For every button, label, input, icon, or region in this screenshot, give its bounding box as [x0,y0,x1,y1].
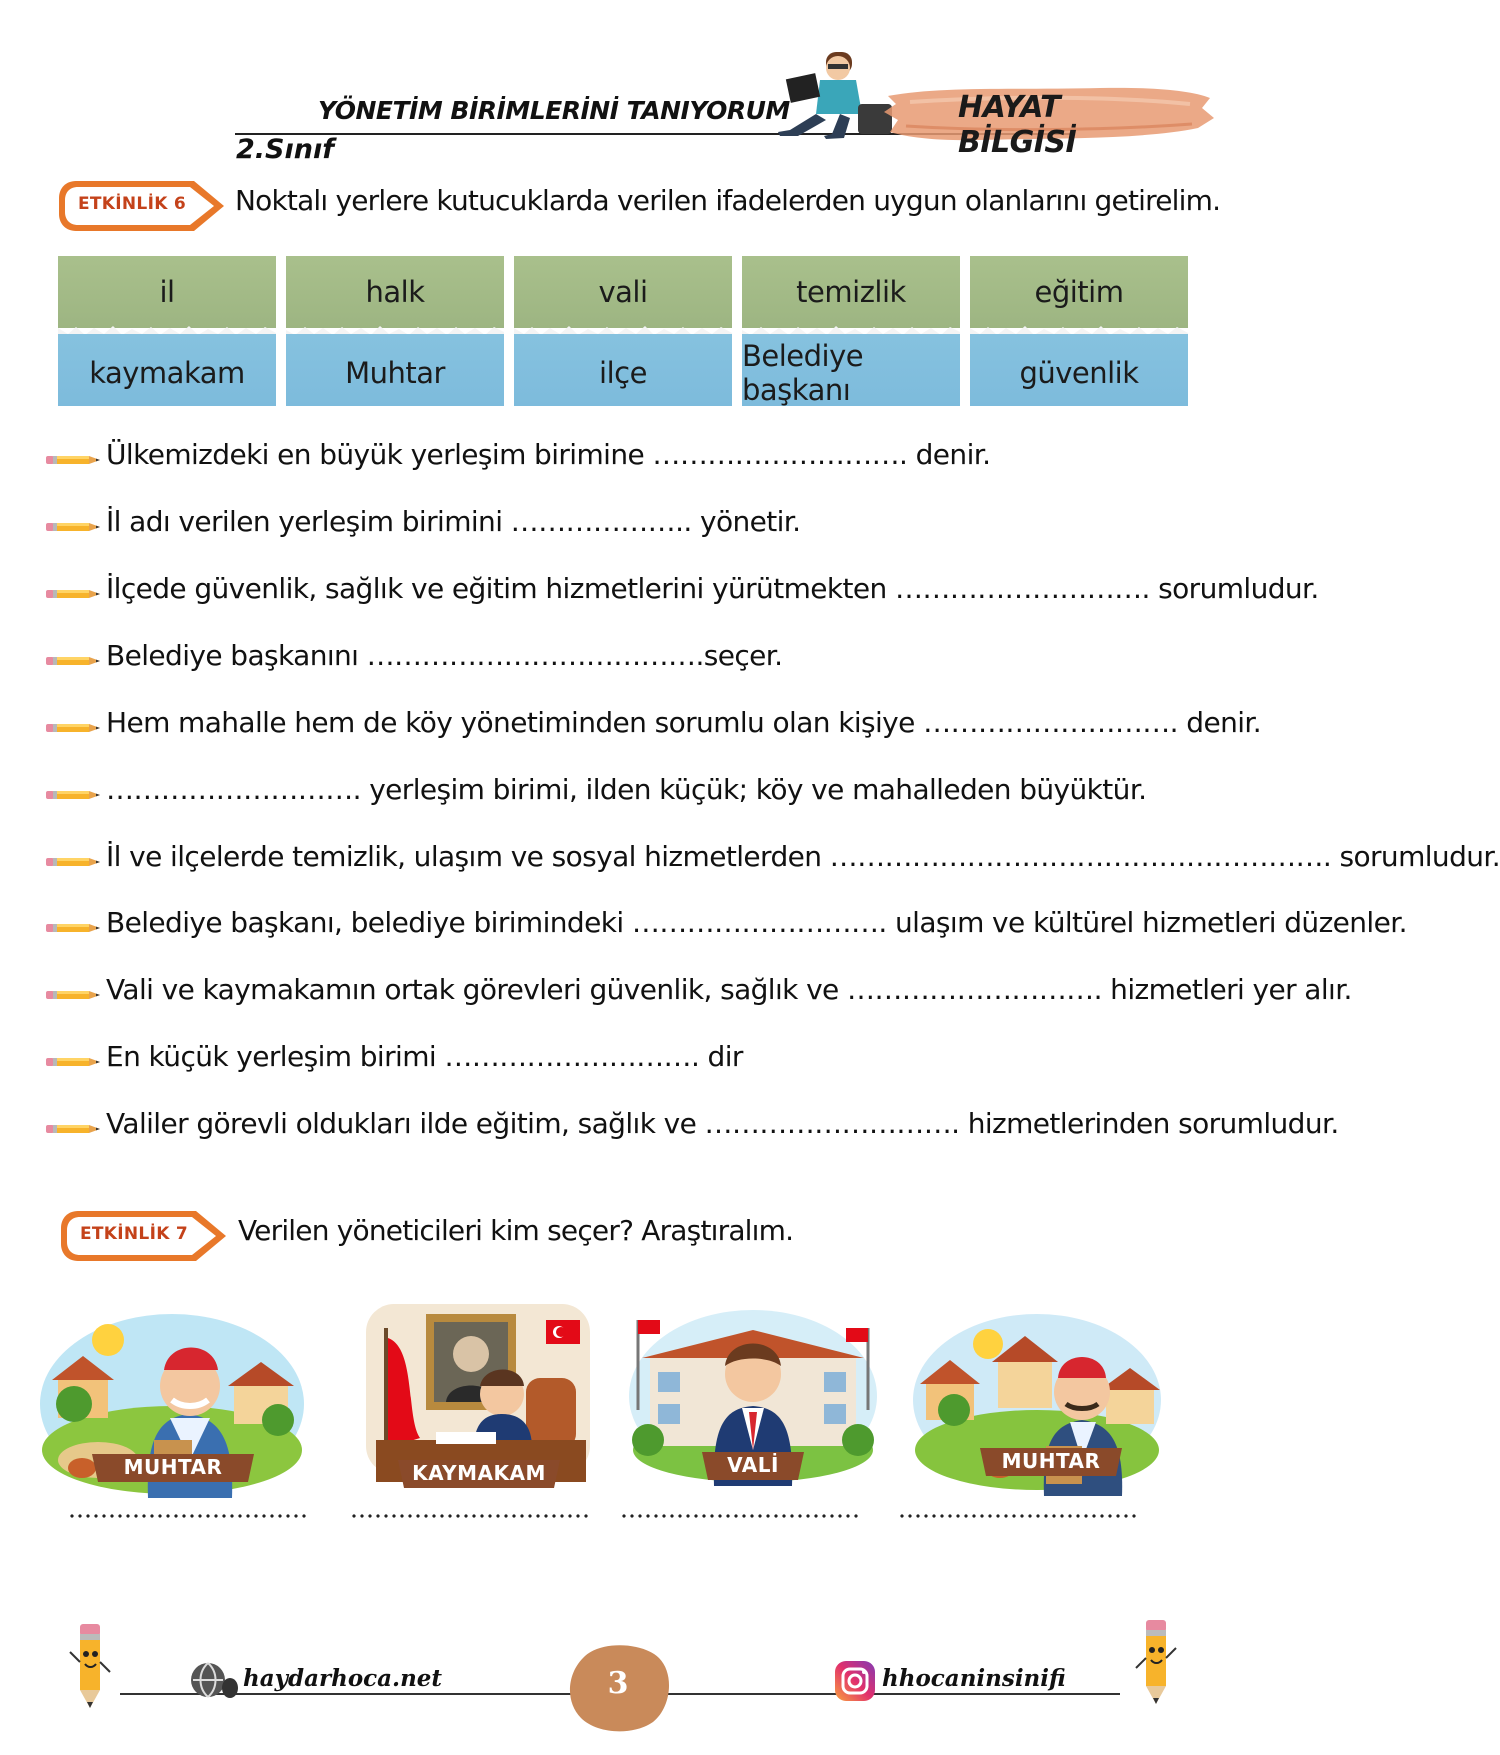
instagram-handle[interactable]: hhocaninsinifi [882,1665,1066,1692]
answer-line[interactable] [898,1514,1136,1518]
official-label: MUHTAR [123,1455,223,1479]
fill-blank-sentence [46,1040,1216,1086]
activity-6-instruction: Noktalı yerlere kutucuklarda verilen ifadelerden uygun olanlarını getirelim. [235,184,1221,217]
pencil-bullet-icon [46,920,102,936]
fill-blank-sentence [46,840,1500,886]
word-box: vali [514,256,732,328]
word-box-column [514,256,732,406]
official-label: MUHTAR [1001,1449,1101,1473]
sentence-text: ………………………. yerleşim birimi, ilden küçük; köy ve mahalleden büyüktür. [106,773,1147,806]
fill-blank-sentence [46,505,1216,551]
word-box: Muhtar [286,334,504,406]
fill-blank-sentence [46,973,1352,1019]
pencil-bullet-icon [46,452,102,468]
page-number: 3 [607,1666,629,1701]
word-box-column [286,256,504,406]
pencil-bullet-icon [46,854,102,870]
muhtar-illustration-second [910,1300,1164,1496]
sentence-text: Ülkemizdeki en büyük yerleşim birimine ………………………. denir. [106,438,991,471]
pencil-bullet-icon [46,1121,102,1137]
word-box: halk [286,256,504,328]
grade-label: 2.Sınıf [236,134,334,165]
fill-blank-sentence [46,572,1319,618]
website-link[interactable]: haydarhoca.net [243,1665,443,1692]
word-box: güvenlik [970,334,1188,406]
page-number-badge [563,1638,673,1734]
sentence-text: Belediye başkanını ……………………………….seçer. [106,639,783,672]
globe-mouse-icon [188,1660,240,1700]
pencil-mascot-icon [1134,1618,1178,1706]
activity-6-badge [56,178,228,234]
fill-blank-sentence [46,773,1216,819]
worksheet-title: YÖNETİM BİRİMLERİNİ TANIYORUM [318,96,790,125]
fill-blank-sentence [46,706,1262,752]
word-box: Belediye başkanı [742,334,960,406]
answer-line[interactable] [620,1514,858,1518]
fill-blank-sentence [46,639,1216,685]
pencil-bullet-icon [46,987,102,1003]
pencil-bullet-icon [46,653,102,669]
badge-label: ETKİNLİK 6 [78,194,187,214]
sentence-text: İlçede güvenlik, sağlık ve eğitim hizmetlerini yürütmekten ………………………. sorumludur. [106,572,1319,605]
official-label: VALİ [727,1453,779,1477]
fill-blank-sentence [46,438,1216,484]
pencil-bullet-icon [46,787,102,803]
word-box-column [58,256,276,406]
subject-title: HAYAT BİLGİSİ [958,90,1077,160]
word-box-column [970,256,1188,406]
sentence-text: Vali ve kaymakamın ortak görevleri güvenlik, sağlık ve ………………………. hizmetleri yer alır. [106,973,1352,1006]
activity-7-instruction: Verilen yöneticileri kim seçer? Araştıralım. [238,1214,794,1247]
sentence-text: Hem mahalle hem de köy yönetiminden sorumlu olan kişiye ………………………. denir. [106,706,1262,739]
kaymakam-illustration [356,1298,600,1494]
answer-line[interactable] [350,1514,588,1518]
sentence-text: İl ve ilçelerde temizlik, ulaşım ve sosyal hizmetlerden ………………………………………………. sorumludur. [106,840,1500,873]
word-box: kaymakam [58,334,276,406]
instagram-icon [832,1658,878,1704]
muhtar-illustration [38,1300,306,1498]
pencil-bullet-icon [46,720,102,736]
fill-blank-sentence [46,906,1407,952]
official-label: KAYMAKAM [412,1461,546,1485]
activity-7-badge [58,1208,230,1264]
word-box: il [58,256,276,328]
pencil-bullet-icon [46,519,102,535]
badge-label: ETKİNLİK 7 [80,1224,189,1244]
word-box: temizlik [742,256,960,328]
pencil-bullet-icon [46,1054,102,1070]
word-box: ilçe [514,334,732,406]
word-box-grid [58,256,1188,406]
sentence-text: İl adı verilen yerleşim birimini ……………….. yönetir. [106,505,801,538]
fill-blank-sentence [46,1107,1339,1153]
vali-illustration [628,1300,878,1486]
sentence-text: Valiler görevli oldukları ilde eğitim, sağlık ve ………………………. hizmetlerinden sorumludur. [106,1107,1339,1140]
pencil-mascot-icon [68,1622,112,1710]
word-box-column [742,256,960,406]
word-box: eğitim [970,256,1188,328]
pencil-bullet-icon [46,586,102,602]
sentence-text: Belediye başkanı, belediye birimindeki ………………………. ulaşım ve kültürel hizmetleri düzenler. [106,906,1407,939]
sentence-text: En küçük yerleşim birimi ………………………. dir [106,1040,743,1073]
answer-line[interactable] [68,1514,306,1518]
